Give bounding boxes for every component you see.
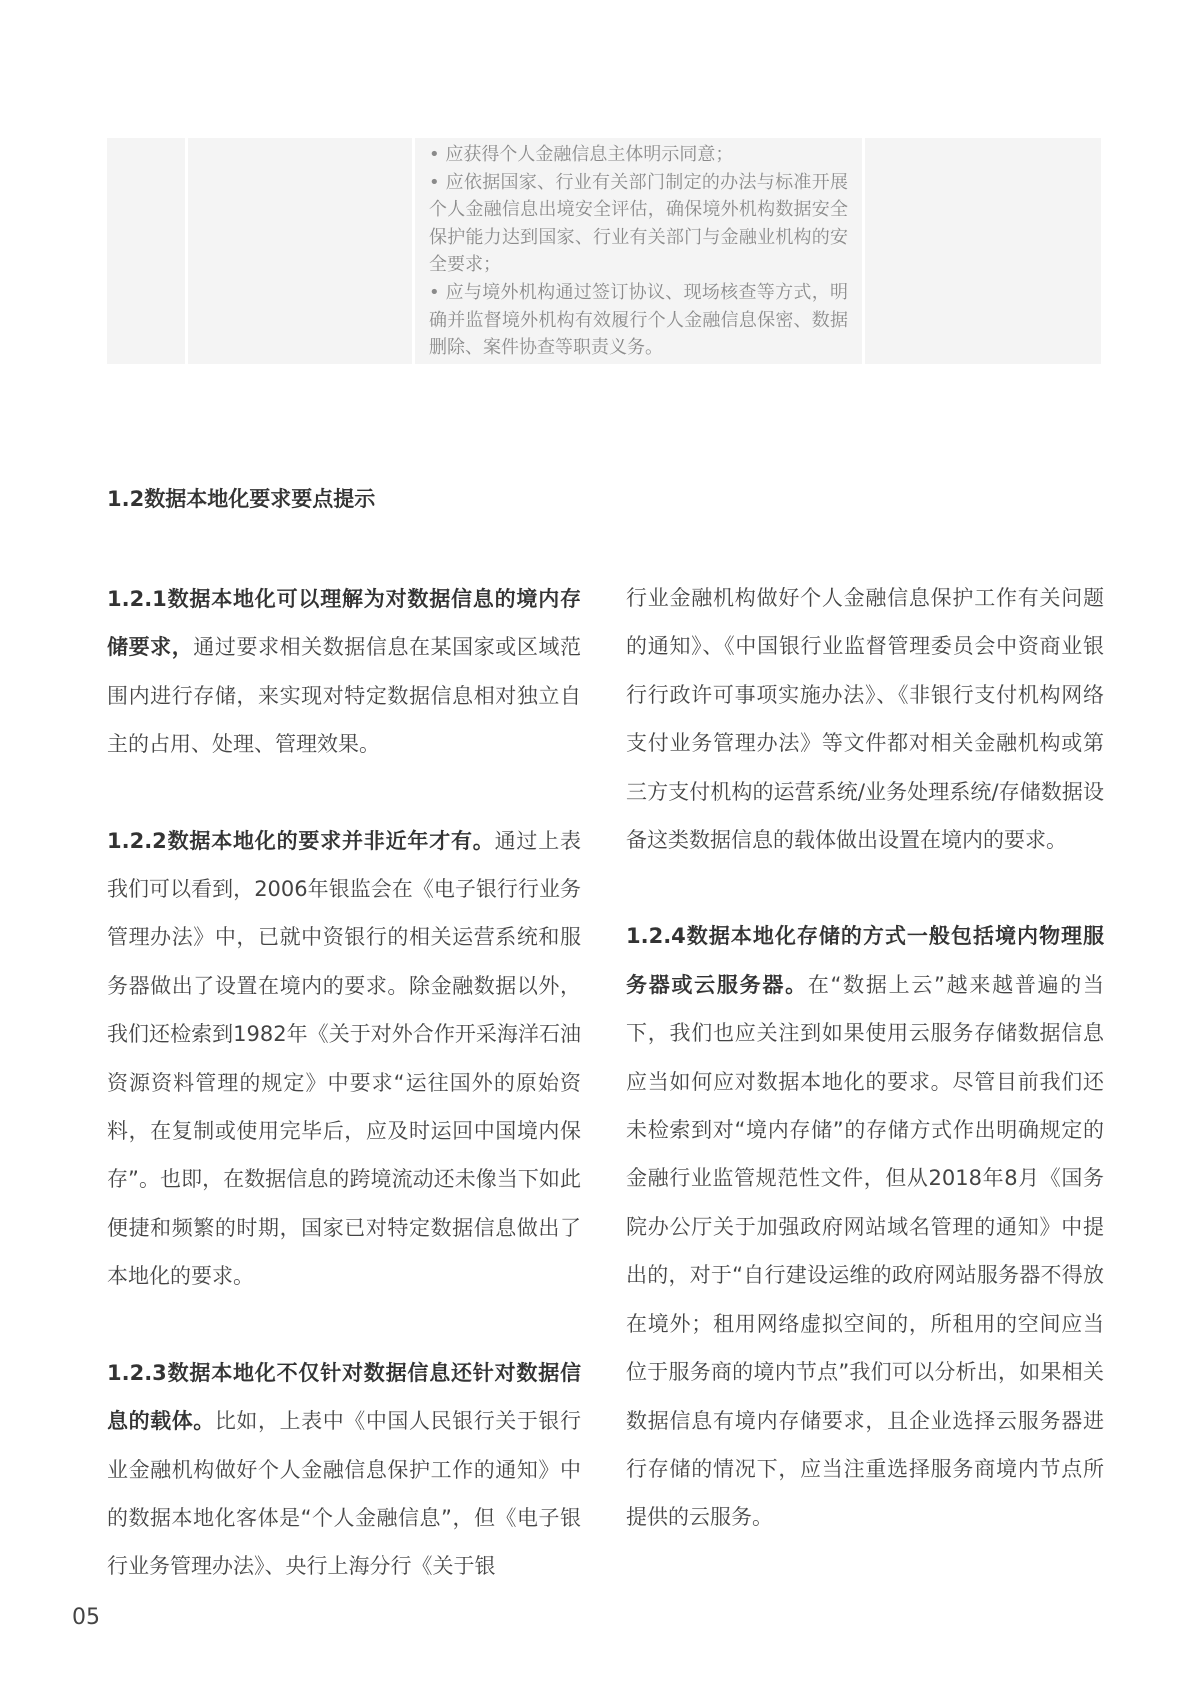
paragraph-1-2-3-continued bbox=[626, 574, 1104, 864]
paragraph-1-2-1 bbox=[107, 575, 581, 769]
table-bullet-3: • 应与境外机构通过签订协议、现场核查等方式，明确并监督境外机构有效履行个人金融信息保密、数据删除、案件协查等职责义务。 bbox=[429, 281, 848, 359]
paragraph-lead: 1.2.2数据本地化的要求并非近年才有。 bbox=[107, 828, 495, 853]
paragraph-body: 在“数据上云”越来越普遍的当下，我们也应关注到如果使用云服务存储数据信息应当如何应对数据本地化的要求。尽管目前我们还未检索到对“境内存储”的存储方式作出明确规定的金融行业监管规范性文件，但从2018年8月《国务院办公厅关于加强政府网站域名管理的通知》中提出的，对于“自行建设运维的政府网站服务器不得放在境外；租用网络虚拟空间的，所租用的空间应当位于服务商的境内节点”我们可以分析出，如果相关数据信息有境内存储要求，且企业选择云服务器进行存储的情况下，应当注重选择服务商境内节点所提供的云服务。 bbox=[626, 972, 1105, 1530]
paragraph-body: 比如，上表中《中国人民银行关于银行业金融机构做好个人金融信息保护工作的通知》中的数据本地化客体是“个人金融信息”，但《电子银行业务管理办法》、央行上海分行《关于银 bbox=[107, 1409, 582, 1579]
table-cell-requirements bbox=[415, 138, 862, 364]
paragraph-lead: 1.2.3数据本地化不仅针对数据信息还针对数据信息的载体。 bbox=[107, 1360, 581, 1434]
paragraph-body: 通过要求相关数据信息在某国家或区域范围内进行存储，来实现对特定数据信息相对独立自主的占用、处理、管理效果。 bbox=[107, 635, 582, 757]
body-column-right bbox=[626, 574, 1104, 1542]
section-heading: 1.2数据本地化要求要点提示 bbox=[107, 487, 376, 511]
paragraph-1-2-2 bbox=[107, 817, 581, 1301]
paragraph-body: 行业金融机构做好个人金融信息保护工作有关问题的通知》、《中国银行业监督管理委员会中资商业银行行政许可事项实施办法》、《非银行支付机构网络支付业务管理办法》等文件都对相关金融机构或第三方支付机构的运营系统/业务处理系统/存储数据设备这类数据信息的载体做出设置在境内的要求。 bbox=[626, 586, 1104, 853]
requirements-table-fragment bbox=[107, 138, 1101, 364]
paragraph-1-2-3 bbox=[107, 1349, 581, 1591]
table-cell-empty-2 bbox=[188, 138, 412, 364]
table-cell-empty-4 bbox=[865, 138, 1101, 364]
table-cell-empty-1 bbox=[107, 138, 185, 364]
body-column-left bbox=[107, 575, 581, 1591]
table-bullet-2: • 应依据国家、行业有关部门制定的办法与标准开展个人金融信息出境安全评估，确保境外机构数据安全保护能力达到国家、行业有关部门与金融业机构的安全要求； bbox=[429, 171, 848, 276]
paragraph-body: 通过上表我们可以看到，2006年银监会在《电子银行行业务管理办法》中，已就中资银行的相关运营系统和服务器做出了设置在境内的要求。除金融数据以外，我们还检索到1982年《关于对外合作开采海洋石油资源资料管理的规定》中要求“运往国外的原始资料，在复制或使用完毕后，应及时运回中国境内保存”。也即，在数据信息的跨境流动还未像当下如此便捷和频繁的时期，国家已对特定数据信息做出了本地化的要求。 bbox=[107, 828, 581, 1289]
paragraph-lead: 1.2.4数据本地化存储的方式一般包括境内物理服务器或云服务器。 bbox=[626, 924, 1104, 997]
paragraph-1-2-4 bbox=[626, 912, 1104, 1541]
page-number: 05 bbox=[72, 1605, 100, 1630]
table-bullet-1: • 应获得个人金融信息主体明示同意； bbox=[429, 144, 734, 165]
paragraph-lead: 1.2.1数据本地化可以理解为对数据信息的境内存储要求， bbox=[107, 587, 581, 660]
